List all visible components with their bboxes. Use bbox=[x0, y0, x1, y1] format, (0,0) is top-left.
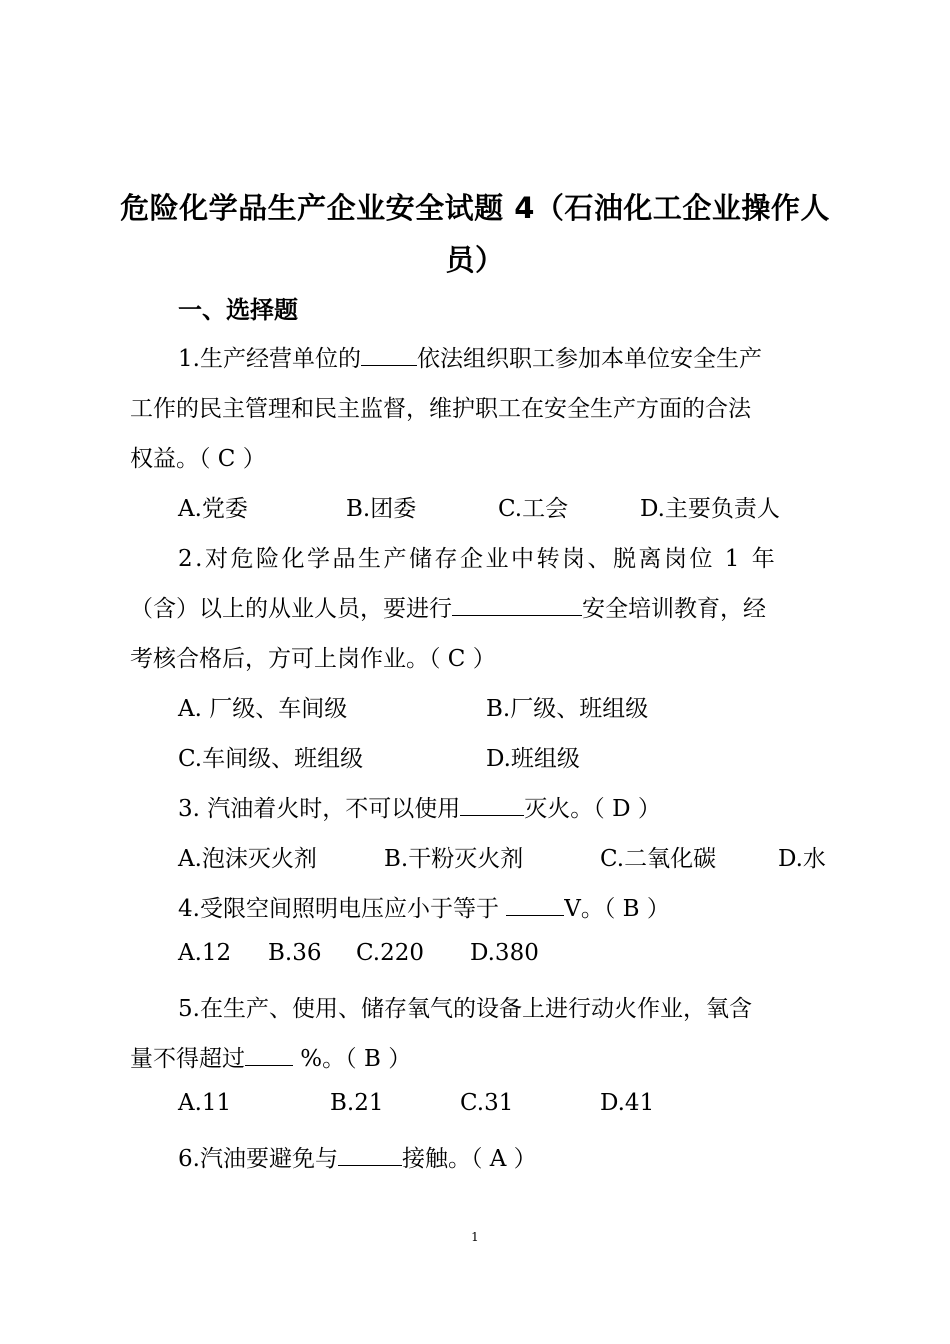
question-2-line-3: 考核合格后，方可上岗作业。（ C ） bbox=[130, 646, 496, 672]
question-2-line-1: 2.对危险化学品生产储存企业中转岗、脱离岗位 1 年 bbox=[178, 546, 778, 572]
question-1-option-d: D.主要负责人 bbox=[640, 496, 780, 522]
question-1-option-c: C.工会 bbox=[498, 496, 569, 522]
question-5-option-b: B.21 bbox=[330, 1090, 384, 1116]
question-4-option-a: A.12 bbox=[178, 940, 232, 966]
question-1-option-a: A.党委 bbox=[178, 496, 248, 522]
answer-blank bbox=[460, 793, 524, 816]
question-5-option-a: A.11 bbox=[178, 1090, 232, 1116]
question-4-option-c: C.220 bbox=[356, 940, 424, 966]
question-3-option-d: D.水 bbox=[778, 846, 826, 872]
question-1-line-1: 1.生产经营单位的 依法组织职工参加本单位安全生产 bbox=[178, 340, 762, 373]
question-3-option-a: A.泡沫灭火剂 bbox=[178, 846, 317, 872]
question-5-option-c: C.31 bbox=[460, 1090, 514, 1116]
answer-blank bbox=[506, 893, 564, 916]
question-2-option-b: B.厂级、班组级 bbox=[486, 696, 649, 722]
question-3-option-c: C.二氧化碳 bbox=[600, 846, 717, 872]
question-2-line-2: （含）以上的从业人员，要进行 安全培训教育，经 bbox=[130, 590, 766, 623]
question-2-option-a: A. 厂级、车间级 bbox=[178, 696, 348, 722]
question-2-option-c: C.车间级、班组级 bbox=[178, 746, 364, 772]
answer-blank bbox=[245, 1043, 293, 1066]
question-5-option-d: D.41 bbox=[600, 1090, 655, 1116]
question-6-line-1: 6.汽油要避免与 接触。（ A ） bbox=[178, 1140, 537, 1173]
question-4-option-d: D.380 bbox=[470, 940, 539, 966]
question-4-line-1: 4.受限空间照明电压应小于等于 V。（ B ） bbox=[178, 890, 670, 923]
question-1-line-3: 权益。（ C ） bbox=[130, 446, 266, 472]
question-1-line-2: 工作的民主管理和民主监督，维护职工在安全生产方面的合法 bbox=[130, 396, 751, 422]
answer-blank bbox=[361, 343, 417, 366]
title-line-1: 危险化学品生产企业安全试题 4（石油化工企业操作人 bbox=[120, 191, 830, 225]
title-line-2: 员） bbox=[445, 243, 505, 277]
question-4-option-b: B.36 bbox=[268, 940, 322, 966]
answer-blank bbox=[452, 593, 582, 616]
page-number: 1 bbox=[471, 1230, 479, 1244]
question-3-line-1: 3. 汽油着火时，不可以使用 灭火。（ D ） bbox=[178, 790, 661, 823]
document-title bbox=[120, 182, 830, 286]
section-heading: 一、选择题 bbox=[178, 296, 298, 324]
question-5-line-2: 量不得超过 %。（ B ） bbox=[130, 1040, 411, 1073]
answer-blank bbox=[338, 1143, 402, 1166]
question-2-option-d: D.班组级 bbox=[486, 746, 580, 772]
question-1-option-b: B.团委 bbox=[346, 496, 417, 522]
question-3-option-b: B.干粉灭火剂 bbox=[384, 846, 524, 872]
question-5-line-1: 5.在生产、使用、储存氧气的设备上进行动火作业，氧含 bbox=[178, 996, 752, 1022]
